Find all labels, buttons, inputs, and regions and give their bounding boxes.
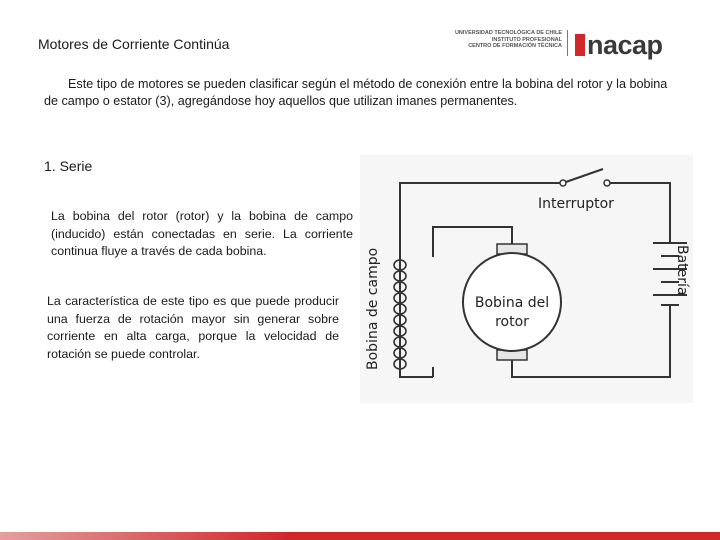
series-motor-diagram (360, 155, 693, 403)
inacap-logo (442, 26, 682, 62)
series-description: La bobina del rotor (rotor) y la bobina de campo (inducido) están conectadas en serie. La corriente continua fluye a través de cada bobina. (51, 209, 353, 258)
series-characteristic: La característica de este tipo es que puede producir una fuerza de rotación mayor sin generar sobre corriente en alta carga, porque la velocidad de rotación se puede controlar. (47, 294, 339, 361)
logo-wordmark: nacap (587, 30, 663, 60)
switch-label: Interruptor (538, 196, 614, 212)
rotor-label-line1: Bobina del (474, 295, 550, 311)
intro-paragraph: Este tipo de motores se pueden clasificar según el método de conexión entre la bobina del rotor y la bobina de campo o estator (3), agregándose hoy aquellos que utilizan imanes permanentes. (44, 77, 668, 108)
section-heading: 1. Serie (44, 158, 93, 174)
page-title: Motores de Corriente Continúa (38, 36, 230, 52)
footer-bar (0, 532, 720, 540)
rotor-label-line2: rotor (495, 314, 529, 330)
institution-text: UNIVERSIDAD TECNOLÓGICA DE CHILE INSTITUTO PROFESIONAL CENTRO DE FORMACIÓN TÉCNICA (454, 30, 562, 50)
battery-label: Batería (674, 245, 690, 296)
field-coil-label: Bobina de campo (365, 247, 381, 370)
logo-divider (567, 30, 568, 56)
logo-red-mark (575, 34, 585, 56)
